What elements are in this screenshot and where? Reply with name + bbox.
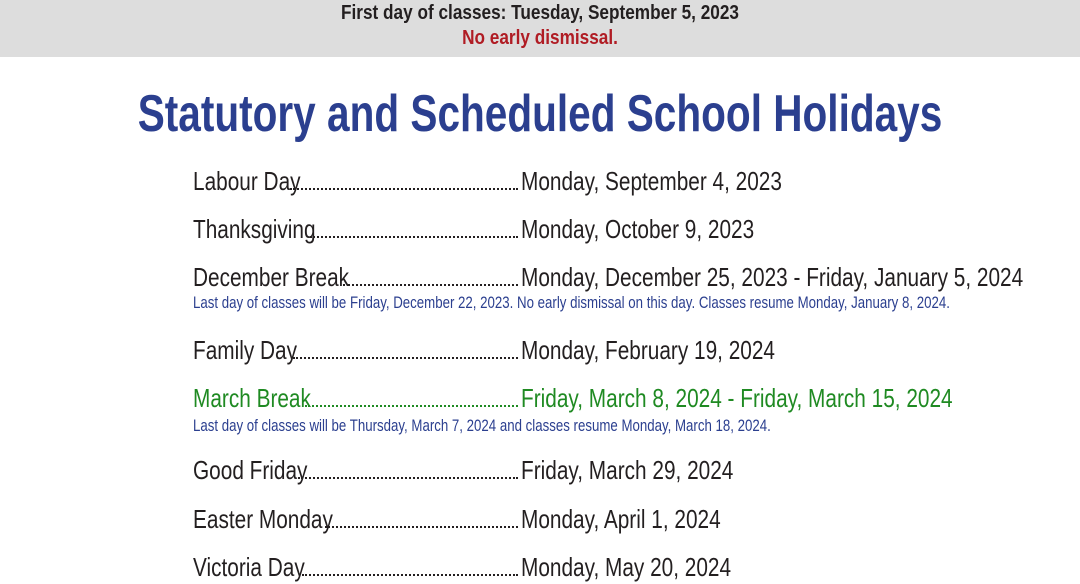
holiday-date: Monday, February 19, 2024	[521, 335, 775, 365]
leader-dots	[290, 188, 518, 190]
holiday-name: Good Friday	[193, 455, 308, 485]
holiday-name: Thanksgiving	[193, 214, 316, 244]
leader-dots	[343, 284, 518, 286]
holiday-name: Easter Monday	[193, 504, 333, 534]
leader-dots	[305, 405, 518, 407]
leader-dots	[298, 477, 518, 479]
holiday-name: Labour Day	[193, 166, 301, 196]
holiday-date: Monday, May 20, 2024	[521, 552, 732, 582]
holiday-name: Family Day	[193, 335, 298, 365]
march-break-note: Last day of classes will be Thursday, March 7, 2024 and classes resume Monday, March 18, 2024.	[193, 416, 771, 435]
december-break-note: Last day of classes will be Friday, December 22, 2023. No early dismissal on this day. Classes resume Monday, January 8, 2024.	[193, 293, 950, 312]
leader-dots	[293, 357, 518, 359]
holiday-date: Friday, March 29, 2024	[521, 455, 734, 485]
leader-dots	[302, 574, 518, 576]
header-banner	[0, 0, 1080, 57]
early-dismissal-text: No early dismissal.	[462, 27, 618, 49]
holiday-date: Monday, April 1, 2024	[521, 504, 721, 534]
leader-dots	[325, 526, 518, 528]
holiday-date: Monday, October 9, 2023	[521, 214, 755, 244]
holiday-name: Victoria Day	[193, 552, 305, 582]
leader-dots	[310, 236, 518, 238]
holiday-date: Monday, December 25, 2023 - Friday, January 5, 2024	[521, 262, 1024, 292]
holiday-name: December Break	[193, 262, 350, 292]
holiday-date: Friday, March 8, 2024 - Friday, March 15, 2024	[521, 383, 953, 413]
first-day-text: First day of classes: Tuesday, September 5, 2023	[340, 2, 740, 24]
holiday-name: March Break	[193, 383, 311, 413]
holiday-date: Monday, September 4, 2023	[521, 166, 782, 196]
page-title: Statutory and Scheduled School Holidays	[137, 85, 943, 143]
